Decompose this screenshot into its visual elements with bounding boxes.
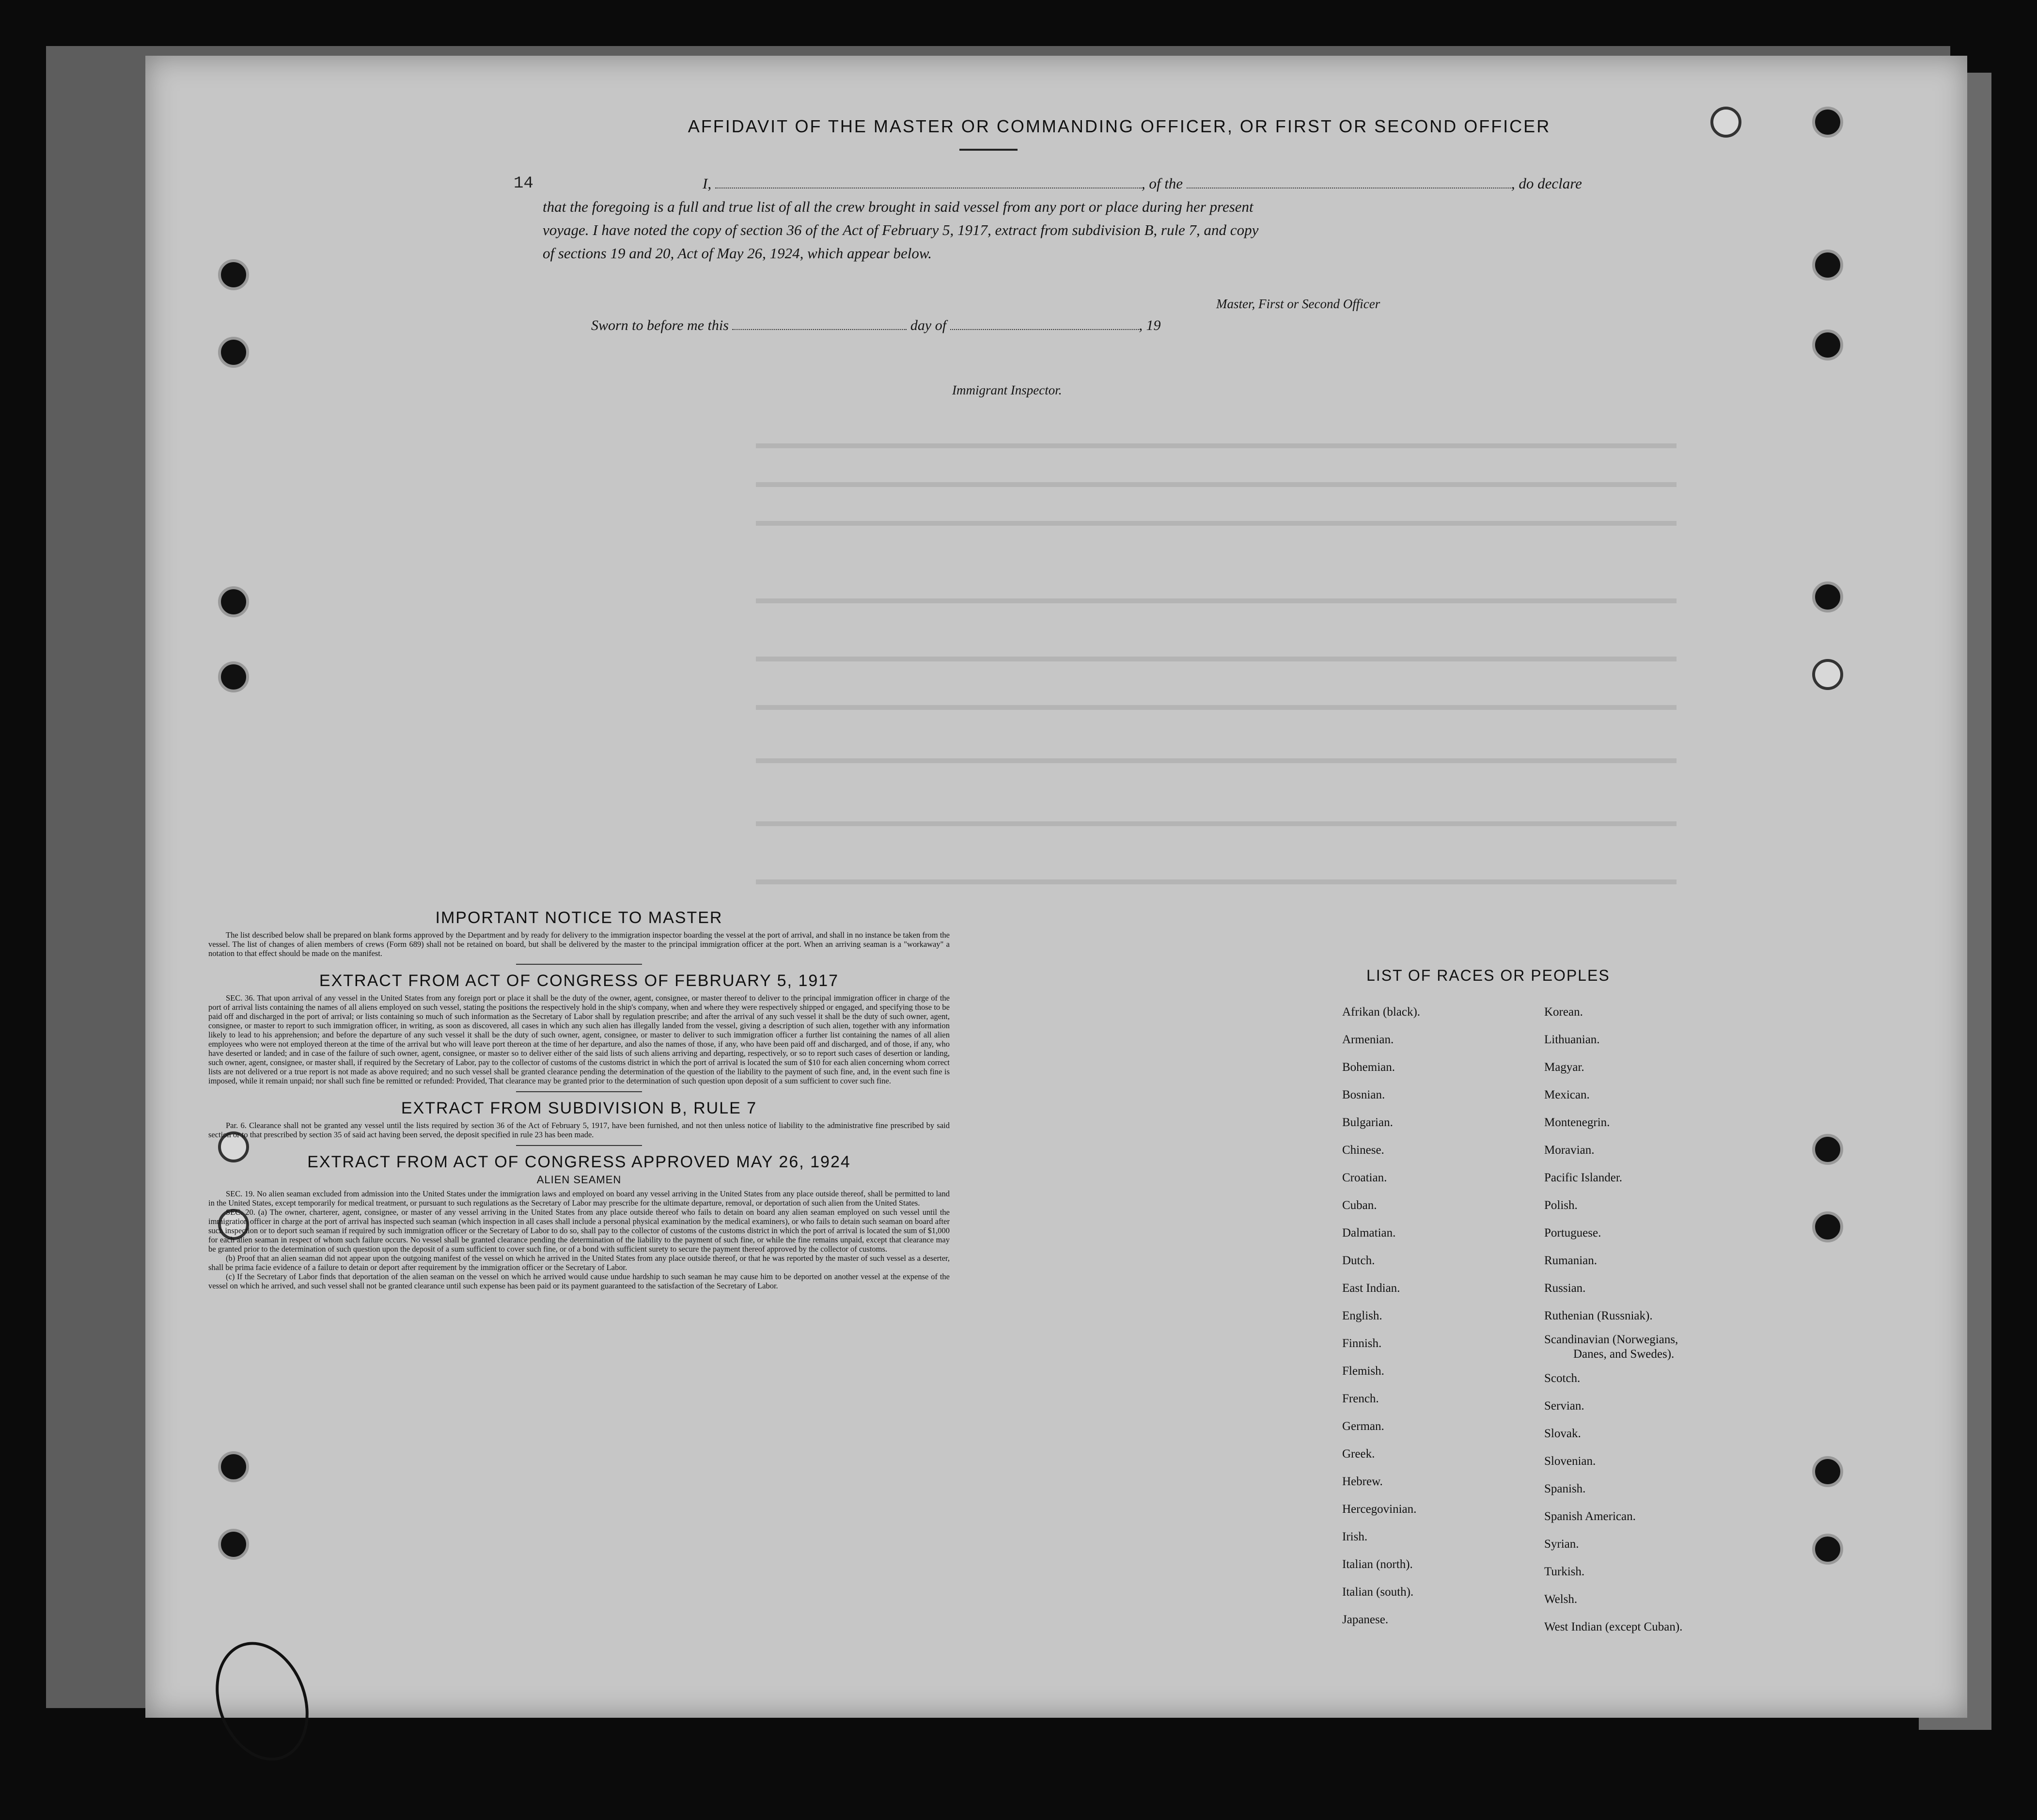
form-page bbox=[145, 56, 1967, 1718]
race-item: Cuban. bbox=[1342, 1199, 1377, 1212]
master-signature-label: Master, First or Second Officer bbox=[1216, 297, 1380, 311]
extract-rule7-title: EXTRACT FROM SUBDIVISION B, RULE 7 bbox=[401, 1099, 757, 1117]
race-item: Dutch. bbox=[1342, 1254, 1375, 1267]
bleed-through-row bbox=[756, 657, 1677, 661]
race-item: East Indian. bbox=[1342, 1282, 1400, 1295]
race-item: Spanish. bbox=[1544, 1482, 1586, 1495]
race-item: Pacific Islander. bbox=[1544, 1171, 1623, 1184]
bleed-through-row bbox=[756, 598, 1677, 603]
race-item: Turkish. bbox=[1544, 1565, 1585, 1578]
race-item: Welsh. bbox=[1544, 1593, 1578, 1606]
binder-hole bbox=[218, 1529, 249, 1560]
race-item: Croatian. bbox=[1342, 1171, 1387, 1184]
race-item: Irish. bbox=[1342, 1530, 1368, 1543]
race-item: Polish. bbox=[1544, 1199, 1578, 1212]
binder-hole bbox=[1812, 1534, 1843, 1565]
race-item: Slovak. bbox=[1544, 1427, 1581, 1440]
title-rule bbox=[959, 149, 1018, 151]
race-item: Hercegovinian. bbox=[1342, 1503, 1417, 1516]
race-item: Slovenian. bbox=[1544, 1455, 1596, 1468]
race-item: Spanish American. bbox=[1544, 1510, 1636, 1523]
affidavit-title: AFFIDAVIT OF THE MASTER OR COMMANDING OFFICER, OR FIRST OR SECOND OFFICER bbox=[688, 116, 1551, 136]
affidavit-declare: , do declare bbox=[1511, 175, 1582, 192]
race-item: Japanese. bbox=[1342, 1613, 1389, 1626]
race-item: Scotch. bbox=[1544, 1372, 1581, 1385]
binder-hole bbox=[1710, 107, 1741, 138]
affidavit-line-2: that the foregoing is a full and true list of all the crew brought in said vessel from any port or place during her present bbox=[543, 198, 1254, 215]
sec-20a-text: SEC. 20. (a) The owner, charterer, agent, consignee, or master of any vessel arriving in the United States from any place outside thereof who fails to detain on board any alien seaman employed on such vessel until the immigration officer in charge at the port of arrival has inspected such seaman (which inspection in all cases shall include a personal physical examination by the medical examiners), or who fails to detain such seaman on board after such inspection or to deport such seaman if required by such immigration officer or the Secretary of Labor to do so, shall pay to the collector of customs of the customs district in which the port of arrival is located the sum of $1,000 for each alien seaman in respect of whom such failure occurs. No vessel shall be granted clearance pending the determination of the liability to the payment of such fine, or while the fine remains unpaid, except that clearance may be granted prior to the determination of such question upon the deposit of a sum sufficient to cover such fine, or of a bond with sufficient surety to secure the payment thereof approved by the collector of customs. bbox=[208, 1208, 950, 1254]
race-item: Moravian. bbox=[1544, 1144, 1595, 1157]
race-item: Syrian. bbox=[1544, 1538, 1579, 1551]
binder-hole bbox=[218, 661, 249, 692]
inspector-label: Immigrant Inspector. bbox=[952, 383, 1062, 397]
binder-hole bbox=[1812, 1211, 1843, 1242]
race-item: Bohemian. bbox=[1342, 1061, 1395, 1074]
divider bbox=[516, 1145, 642, 1146]
binder-hole bbox=[1812, 1134, 1843, 1165]
bleed-through-row bbox=[756, 443, 1677, 448]
affidavit-line-4: of sections 19 and 20, Act of May 26, 1924, which appear below. bbox=[543, 245, 932, 262]
race-item: West Indian (except Cuban). bbox=[1544, 1620, 1683, 1633]
race-item: Finnish. bbox=[1342, 1337, 1382, 1350]
sworn-day-of: day of bbox=[910, 317, 947, 333]
bleed-through-row bbox=[756, 879, 1677, 884]
affidavit-body bbox=[543, 172, 1657, 265]
race-item: Montenegrin. bbox=[1544, 1116, 1610, 1129]
race-item: Bulgarian. bbox=[1342, 1116, 1393, 1129]
race-item: Afrikan (black). bbox=[1342, 1005, 1421, 1019]
race-item: Rumanian. bbox=[1544, 1254, 1598, 1267]
binder-hole bbox=[218, 259, 249, 290]
divider bbox=[516, 964, 642, 965]
binder-hole bbox=[218, 586, 249, 617]
sec-20b-text: (b) Proof that an alien seaman did not appear upon the outgoing manifest of the vessel on which he arrived in the United States from any place outside thereof, or that he was reported by the master of such vessel as a deserter, shall be prima facie evidence of a failure to detain or deport after requirement by the immigration officer or the Secretary of Labor. bbox=[208, 1254, 950, 1272]
divider bbox=[516, 1091, 642, 1092]
notice-body: The list described below shall be prepared on blank forms approved by the Department and by ready for delivery to the immigration inspector boarding the vessel at the port of arrival, and shall in no instance be taken from the vessel. The list of changes of alien members of crews (Form 689) shall not be retained on board, but shall be delivered by the master to the principal immigration officer at the port. When an arriving seaman is a "workaway" a notation to that effect should be made on the manifest. bbox=[208, 930, 950, 958]
sworn-text: Sworn to before me this bbox=[591, 317, 729, 333]
binder-hole bbox=[1812, 1456, 1843, 1487]
binder-hole bbox=[1812, 329, 1843, 361]
binder-ring bbox=[200, 1629, 324, 1773]
race-item: Armenian. bbox=[1342, 1033, 1394, 1046]
race-item: Flemish. bbox=[1342, 1365, 1384, 1378]
race-item: Italian (south). bbox=[1342, 1585, 1414, 1599]
race-item: Korean. bbox=[1544, 1005, 1583, 1019]
affidavit-of-the: , of the bbox=[1141, 175, 1183, 192]
race-item: Russian. bbox=[1544, 1282, 1586, 1295]
race-item: Italian (north). bbox=[1342, 1558, 1413, 1571]
race-item: Dalmatian. bbox=[1342, 1226, 1396, 1239]
race-item-line: Scandinavian (Norwegians, bbox=[1544, 1333, 1678, 1346]
binder-hole bbox=[1812, 107, 1843, 138]
race-item: Bosnian. bbox=[1342, 1088, 1385, 1101]
extract-rule7-body: Par. 6. Clearance shall not be granted any vessel until the lists required by section 36 of the Act of February 5, 1917, have been furnished, and not then unless notice of liability to the administrative fine prescribed by said section or to that prescribed by section 35 of said act having been served, the deposit specified in rule 23 has been made. bbox=[208, 1121, 950, 1139]
races-column-right bbox=[1544, 998, 1682, 1641]
race-item: Lithuanian. bbox=[1544, 1033, 1600, 1046]
bleed-through-row bbox=[756, 821, 1677, 826]
notice-title: IMPORTANT NOTICE TO MASTER bbox=[435, 909, 723, 927]
binder-hole bbox=[218, 1451, 249, 1482]
sworn-label bbox=[591, 317, 1161, 334]
bleed-through-row bbox=[756, 758, 1677, 763]
binder-hole bbox=[1812, 659, 1843, 690]
races-title: LIST OF RACES OR PEOPLES bbox=[1366, 967, 1610, 984]
race-item: Portuguese. bbox=[1544, 1226, 1601, 1239]
sworn-month-blank[interactable] bbox=[950, 329, 1139, 330]
binder-hole bbox=[1812, 581, 1843, 612]
sec-19-text: SEC. 19. No alien seaman excluded from admission into the United States under the immigration laws and employed on board any vessel arriving in the United States from any place outside thereof, shall be permitted to land in the United States, except temporarily for medical treatment, or pursuant to such regulations as the Secretary of Labor may prescribe for the ultimate departure, removal, or deportation of such alien from the United States. bbox=[208, 1189, 950, 1208]
race-item: Greek. bbox=[1342, 1447, 1375, 1460]
sworn-day-blank[interactable] bbox=[732, 329, 907, 330]
race-item: Magyar. bbox=[1544, 1061, 1584, 1074]
extract-1924-title: EXTRACT FROM ACT OF CONGRESS APPROVED MAY 26, 1924 bbox=[307, 1153, 851, 1171]
notice-section bbox=[208, 904, 950, 1290]
race-item: French. bbox=[1342, 1392, 1379, 1405]
race-item-line: Danes, and Swedes). bbox=[1573, 1348, 1675, 1361]
race-item: German. bbox=[1342, 1420, 1384, 1433]
extract-1917-body: SEC. 36. That upon arrival of any vessel in the United States from any foreign port or place it shall be the duty of the owner, agent, consignee, or master thereof to deliver to the principal immigration officer in charge of the port of arrival lists containing the names of all aliens employed on such vessel, stating the positions the respectively hold in the ship's company, when and where they were respectively shipped or engaged, and specifying those to be paid off and discharged in the port of arrival; or lists containing so much of such information as the Secretary of Labor shall by regulation prescribe; and after the arrival of any such vessel it shall be the duty of such owner, agent, consignee, or master to report to such immigration officer, in writing, as soon as discovered, all cases in which any such alien has illegally landed from the vessel, giving a description of such alien, together with any information likely to lead to his apprehension; and before the departure of any such vessel it shall be the duty of such owner, agent, consignee, or master to deliver to such immigration officer a further list containing the names of all alien employees who were not employed thereon at the time of the arrival but who will leave port thereon at the time of her departure, and also the names of those, if any, who have been paid off and discharged, and of those, if any, who have deserted or landed; and in case of the failure of such owner, agent, consignee, or master so to deliver either of the said lists of such aliens arriving and departing, respectively, or so to report such cases of desertion or landing, such owner, agent, consignee, or master shall, if required by the Secretary of Labor, pay to the collector of customs of the customs district in which the port of arrival is located the sum of $10 for each alien concerning whom correct lists are not delivered or a true report is not made as above required; and no such vessel shall be granted clearance pending the determination of the question of the liability to the payment of such fine, and, in the event such fine is imposed, while it remain unpaid; nor shall such fine be remitted or refunded: Provided, That clearance may be granted prior to the determination of such question upon deposit of a sum sufficient to cover such fine. bbox=[208, 993, 950, 1085]
extract-1917-title: EXTRACT FROM ACT OF CONGRESS OF FEBRUARY 5, 1917 bbox=[319, 972, 839, 990]
bleed-through-row bbox=[756, 482, 1677, 487]
bleed-through-row bbox=[756, 705, 1677, 710]
corner-page-mark: 14 bbox=[514, 174, 533, 193]
bleed-through-row bbox=[756, 521, 1677, 526]
race-item: Mexican. bbox=[1544, 1088, 1590, 1101]
affidavit-i: I, bbox=[703, 175, 712, 192]
races-column-left bbox=[1342, 998, 1420, 1633]
extract-1924-subtitle: ALIEN SEAMEN bbox=[536, 1174, 622, 1186]
race-item: Ruthenian (Russniak). bbox=[1544, 1309, 1653, 1322]
sec-20c-text: (c) If the Secretary of Labor finds that deportation of the alien seaman on the vessel on which he arrived would cause undue hardship to such seaman he may cause him to be deported on another vessel at the expense of the vessel on which he arrived, and such vessel shall not be granted clearance until such expense has been paid or its payment guaranteed to the satisfaction of the Secretary of Labor. bbox=[208, 1272, 950, 1290]
race-item: Hebrew. bbox=[1342, 1475, 1383, 1488]
race-item bbox=[1544, 1330, 1682, 1365]
race-item: Chinese. bbox=[1342, 1144, 1384, 1157]
race-item: English. bbox=[1342, 1309, 1382, 1322]
sworn-year-prefix: , 19 bbox=[1139, 317, 1161, 333]
binder-hole bbox=[218, 337, 249, 368]
race-item: Servian. bbox=[1544, 1399, 1584, 1412]
binder-hole bbox=[1812, 250, 1843, 281]
affidavit-line-3: voyage. I have noted the copy of section 36 of the Act of February 5, 1917, extract from subdivision B, rule 7, and copy bbox=[543, 221, 1259, 238]
